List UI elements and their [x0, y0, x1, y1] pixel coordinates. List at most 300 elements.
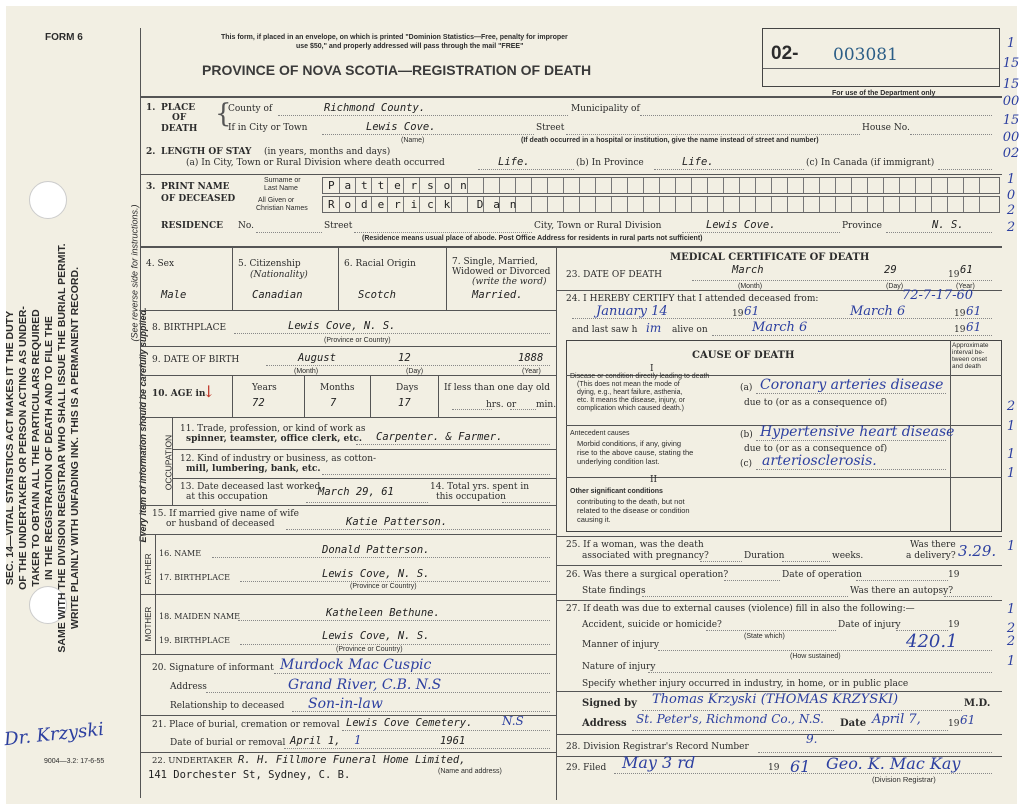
divider-5-6	[338, 247, 339, 310]
q26-label: 26. Was there a surgical operation?	[566, 570, 729, 580]
due-to-1: due to (or as a consequence of)	[744, 398, 888, 408]
residence-no-label: No.	[238, 221, 254, 231]
city-value: Lewis Cove.	[366, 121, 436, 133]
divider-age	[140, 417, 556, 418]
age-years-label: Years	[252, 383, 277, 393]
father-side-label: FATHER	[144, 553, 153, 585]
stay-a-value: Life.	[498, 156, 530, 168]
cause-c-value: arteriosclerosis.	[762, 453, 877, 469]
burial-date-line	[284, 748, 550, 749]
county-line	[278, 115, 568, 116]
interval-label-4: and death	[952, 363, 981, 370]
birthplace-note: (Province or Country)	[324, 337, 391, 344]
cert-address-line	[632, 730, 834, 731]
stay-c-line	[938, 169, 992, 170]
racial-value: Scotch	[358, 289, 396, 301]
surname-value: Patterson	[328, 179, 477, 192]
registration-number-box	[762, 28, 1000, 87]
nature-label: Nature of injury	[582, 662, 656, 672]
spouse-line	[286, 529, 550, 530]
divider-q12	[172, 478, 556, 479]
burial-place: Lewis Cove Cemetery.	[346, 717, 473, 729]
disease-label-1: Disease or condition directly leading to death	[570, 373, 710, 380]
q27-label: 27. If death was due to external causes (violence) fill in also the following:—	[566, 604, 915, 614]
attended-from: January 14	[596, 304, 668, 319]
divider-residence	[140, 246, 1002, 248]
residence-no-line	[256, 232, 322, 233]
side-line-3: TAKER TO OBTAIN ALL THE PARTICULARS REQUIRED	[30, 309, 42, 587]
margin-code: 1	[1006, 419, 1016, 434]
undertaker-label: 22. UNDERTAKER	[152, 756, 233, 766]
cause-part2-divider	[566, 477, 1002, 478]
delivery-label-1: Was there	[910, 540, 956, 550]
spouse-label-1: 15. If married give name of wife	[152, 509, 299, 519]
disease-label-4: etc. It means the disease, injury, or	[577, 397, 686, 404]
burial-place-hw: N.S	[502, 714, 524, 728]
age-div-1	[232, 375, 233, 417]
occupation-q13-line	[306, 502, 428, 503]
divider-q25	[556, 565, 1002, 566]
form-label: FORM 6	[45, 32, 83, 43]
occupation-q11a: 11. Trade, profession, or kind of work as	[180, 424, 366, 434]
informant-relationship-value: Son-in-law	[308, 696, 383, 712]
occupation-q12b: mill, lumbering, bank, etc.	[186, 464, 321, 474]
informant-relationship-label: Relationship to deceased	[170, 701, 285, 711]
father-bp-value: Lewis Cove, N. S.	[322, 568, 430, 580]
q24-label: 24. I HEREBY CERTIFY that I attended deceased from:	[566, 294, 819, 304]
margin-code: 2	[1006, 634, 1016, 649]
burial-label: 21. Place of burial, cremation or removal	[152, 720, 340, 730]
residence-street-label: Street	[324, 221, 353, 231]
form-title: PROVINCE OF NOVA SCOTIA—REGISTRATION OF DEATH	[202, 62, 592, 78]
other-label-2: contributing to the death, but not	[577, 497, 685, 506]
reg-box-divider	[763, 68, 999, 69]
disease-label-2: (This does not mean the mode of	[577, 381, 680, 388]
birthplace-value: Lewis Cove, N. S.	[288, 320, 396, 332]
death-month: March	[732, 264, 764, 276]
age-months: 7	[330, 397, 337, 409]
dob-year: 1888	[518, 352, 544, 364]
sex-value: Male	[161, 289, 187, 301]
cert-address-hw: St. Peter's, Richmond Co., N.S.	[636, 712, 824, 726]
racial-label: 6. Racial Origin	[344, 259, 416, 269]
mother-side-label: MOTHER	[144, 606, 153, 642]
q25-line-2	[782, 561, 830, 562]
date-op-line	[856, 580, 948, 581]
nature-line	[648, 672, 992, 673]
findings-line	[642, 596, 848, 597]
occupation-q12-line	[322, 474, 550, 475]
q25b-label: associated with pregnancy?	[582, 551, 709, 561]
manner-label: Manner of injury	[582, 640, 659, 650]
informant-address-label: Address	[170, 682, 207, 692]
stay-b-line	[654, 169, 804, 170]
alive-line	[712, 335, 992, 336]
name-label-1: PRINT NAME	[161, 182, 230, 192]
roman-1: I	[650, 364, 654, 374]
divider-occupation	[140, 505, 556, 506]
margin-code: 1	[1006, 36, 1016, 51]
citizenship-value: Canadian	[252, 289, 303, 301]
stay-a-line	[478, 169, 574, 170]
burial-date: April 1,	[290, 735, 341, 747]
center-divider	[556, 247, 557, 800]
dob-label: 9. DATE OF BIRTH	[152, 355, 240, 365]
cert-address-label: Address	[582, 718, 627, 729]
side-line-4: IN THE REGISTRATION OF DEATH AND TO FILE THE	[43, 316, 55, 580]
injury-date-label: Date of injury	[838, 620, 901, 630]
duration-label: Duration	[744, 551, 785, 561]
stay-b-value: Life.	[682, 156, 714, 168]
alive-year-prefix: 19	[954, 325, 966, 335]
spouse-value: Katie Patterson.	[346, 516, 448, 528]
age-div-3	[370, 375, 371, 417]
age-months-label: Months	[320, 383, 355, 393]
mother-bp-value: Lewis Cove, N. S.	[322, 630, 430, 642]
autopsy-line	[944, 596, 992, 597]
place-number: 1.	[146, 103, 156, 113]
stay-label: LENGTH OF STAY	[161, 147, 252, 157]
father-bp-label: 17. BIRTHPLACE	[159, 573, 230, 582]
stay-c-label: (c) In Canada (if immigrant)	[806, 158, 935, 168]
undertaker-address: 141 Dorchester St, Sydney, C. B.	[148, 769, 351, 781]
age-less-label: If less than one day old	[444, 383, 551, 393]
cause-b-line	[756, 440, 946, 441]
age-min-label: min.	[536, 400, 557, 410]
last-seen-label: and last saw h	[572, 325, 638, 335]
residence-city-value: Lewis Cove.	[706, 219, 776, 231]
q26-line	[724, 580, 780, 581]
dob-month-note: (Month)	[294, 368, 319, 375]
margin-code: 1	[1006, 602, 1016, 617]
mother-bp-label: 19. BIRTHPLACE	[159, 636, 230, 645]
q25-line-1	[700, 561, 742, 562]
margin-code: 2	[1006, 220, 1016, 235]
house-line	[910, 134, 992, 135]
marital-label-1: 7. Single, Married,	[452, 257, 538, 267]
side-line-1: SEC. 14—VITAL STATISTICS ACT MAKES IT THE DUTY	[4, 310, 16, 586]
interval-label-2: interval be-	[952, 349, 985, 356]
occupation-q13b: at this occupation	[186, 492, 268, 502]
delivery-hw: 3.29.	[958, 542, 997, 560]
to-year: 61	[966, 304, 982, 318]
street-label: Street	[536, 123, 565, 133]
burial-date-label: Date of burial or removal	[170, 738, 286, 748]
age-label: 10. AGE in	[152, 389, 206, 399]
occupation-side-label: OCCUPATION	[163, 434, 174, 491]
father-name-value: Donald Patterson.	[322, 544, 430, 556]
other-label-3: related to the disease or condition	[577, 506, 690, 515]
divider-burial	[140, 752, 556, 753]
margin-code: 1	[1006, 447, 1016, 462]
birthplace-label: 8. BIRTHPLACE	[152, 323, 227, 333]
q28-line	[758, 752, 992, 753]
name-number: 3.	[146, 182, 156, 192]
alive-label: alive on	[672, 325, 708, 335]
occupation-q11-line	[356, 444, 550, 445]
occupation-q13-value: March 29, 61	[318, 486, 394, 498]
q23-label: 23. DATE OF DEATH	[566, 270, 662, 280]
residence-province-value: N. S.	[932, 219, 964, 231]
cause-a-label: (a)	[740, 383, 753, 393]
undertaker-name: R. H. Fillmore Funeral Home Limited,	[238, 754, 466, 766]
md-label: M.D.	[964, 698, 991, 709]
dob-day-note: (Day)	[406, 368, 424, 375]
form-code: 9004—3.2: 17-6-55	[44, 758, 105, 765]
death-day: 29	[884, 264, 897, 276]
cert-year: 61	[960, 713, 976, 727]
age-hrs-label: hrs. or	[486, 400, 517, 410]
margin-code: 00	[1002, 130, 1020, 145]
other-label-1: Other significant conditions	[570, 488, 663, 495]
medical-heading: MEDICAL CERTIFICATE OF DEATH	[670, 252, 870, 263]
state-which-note: (State which)	[744, 633, 785, 640]
antecedent-label-1: Antecedent causes	[570, 430, 630, 437]
occupation-q11b: spinner, teamster, office clerk, etc.	[186, 434, 363, 444]
alive-year: 61	[966, 320, 982, 334]
cause-a-value: Coronary arteries disease	[760, 377, 944, 393]
marital-label-3: (write the word)	[472, 277, 547, 287]
margin-code: 15	[1002, 113, 1020, 128]
occupation-q11-value: Carpenter. & Farmer.	[376, 431, 503, 443]
left-signature: Dr. Krzyski	[3, 718, 105, 751]
house-label: House No.	[862, 123, 910, 133]
residence-city-label: City, Town or Rural Division	[534, 221, 662, 231]
divider-row-4	[140, 310, 556, 311]
due-to-2: due to (or as a consequence of)	[744, 444, 888, 454]
interval-label-1: Approximate	[952, 342, 989, 349]
divider-q11	[172, 449, 556, 450]
informant-line	[274, 673, 550, 674]
dob-day: 12	[398, 352, 411, 364]
burial-date-hw: 1	[354, 733, 362, 747]
side-line-2: OF THE UNDERTAKER OR PERSON ACTING AS UNDER-	[17, 306, 29, 590]
mother-note: (Province or Country)	[336, 646, 403, 653]
delivery-label-2: a delivery?	[906, 551, 956, 561]
side-instructions	[4, 198, 94, 698]
signed-line	[642, 710, 962, 711]
divider-spouse	[140, 534, 556, 535]
residence-label: RESIDENCE	[161, 221, 223, 231]
city-label: If in City or Town	[228, 123, 308, 133]
filed-hw: May 3 rd	[622, 753, 696, 772]
age-days-label: Days	[396, 383, 419, 393]
reg-number: 003081	[833, 45, 898, 65]
name-note: (Name)	[401, 137, 425, 144]
side-note-1: Every item of information should be carefully supplied.	[138, 307, 148, 543]
residence-province-label: Province	[842, 221, 882, 231]
margin-code: 0	[1006, 188, 1016, 203]
divider-row-9	[140, 375, 556, 376]
injury-hw: 420.1	[906, 631, 958, 652]
sex-label: 4. Sex	[146, 259, 175, 269]
frame-left	[140, 28, 141, 798]
specify-label: Specify whether injury occurred in industry, in home, or in public place	[582, 679, 909, 689]
father-name-label: 16. NAME	[159, 549, 202, 558]
side-note-2: (See reverse side for instructions.)	[129, 204, 140, 342]
surname-label-1: Surname or	[264, 177, 301, 184]
place-label-1: PLACE	[161, 103, 196, 113]
name-label-2: OF DECEASED	[161, 194, 236, 204]
header-note-2: use $50," and properly addressed will pass through the mail "FREE"	[296, 43, 524, 50]
date-op-year: 19	[948, 570, 960, 580]
cause-b-value: Hypertensive heart disease	[760, 424, 955, 440]
father-name-line	[212, 557, 550, 558]
margin-code: 15	[1002, 56, 1020, 71]
antecedent-label-4: underlying condition last.	[577, 457, 660, 466]
death-year-prefix: 19	[948, 270, 960, 280]
age-years: 72	[252, 397, 265, 409]
attended-to: March 6	[850, 304, 906, 319]
margin-code: 2	[1006, 621, 1016, 636]
q29-label: 29. Filed	[566, 763, 607, 773]
registrar-label: (Division Registrar)	[872, 775, 936, 784]
place-label-2: OF	[172, 113, 187, 123]
occupation-q14-line	[502, 502, 550, 503]
divider-6-7	[446, 247, 447, 310]
last-seen-hw: im	[646, 321, 662, 335]
death-year-note: (Year)	[956, 283, 975, 290]
q28-label: 28. Division Registrar's Record Number	[566, 742, 749, 752]
residence-province-line	[886, 232, 992, 233]
margin-code: 2	[1006, 203, 1016, 218]
disease-label-5: complication which caused death.)	[577, 405, 685, 412]
cause-c-label: (c)	[740, 459, 753, 469]
brace-glyph: {	[215, 99, 232, 129]
q28-hw: 9.	[806, 732, 818, 746]
age-div-4	[438, 375, 439, 417]
q25a-label: 25. If a woman, was the death	[566, 540, 704, 550]
margin-code: 00	[1002, 94, 1020, 109]
side-line-6: WRITE PLAINLY WITH UNFADING INK. THIS IS A PERMANENT RECORD.	[69, 266, 81, 630]
informant-label: 20. Signature of informant	[152, 663, 274, 673]
divider-4-5	[232, 247, 233, 310]
cert-date-label: Date	[840, 718, 867, 729]
burial-year: 1961	[440, 735, 466, 747]
death-month-note: (Month)	[738, 283, 763, 290]
stay-b-label: (b) In Province	[576, 158, 644, 168]
divider-q26	[556, 600, 1002, 601]
dob-month: August	[298, 352, 336, 364]
given-label-1: All Given or	[258, 197, 295, 204]
residence-note: (Residence means usual place of abode. Post Office Address for residents in rural parts not sufficient)	[362, 235, 703, 242]
q23-line	[692, 280, 992, 281]
stay-a-label: (a) In City, Town or Rural Division where death occurred	[186, 158, 445, 168]
occupation-q12a: 12. Kind of industry or business, as cotton-	[180, 454, 377, 464]
margin-code: 02	[1002, 146, 1020, 161]
occupation-q13a: 13. Date deceased last worked	[180, 482, 321, 492]
margin-code: 1	[1006, 466, 1016, 481]
from-year-prefix: 19	[732, 309, 744, 319]
municipality-label: Municipality of	[571, 104, 640, 114]
divider-informant	[140, 715, 556, 716]
cause-a-line	[756, 393, 946, 394]
filed-year-prefix: 19	[768, 763, 780, 773]
injury-year: 19	[948, 620, 960, 630]
county-label: County of	[228, 104, 273, 114]
divider-mother	[140, 654, 556, 655]
antecedent-label-3: rise to the above cause, stating the	[577, 448, 694, 457]
cert-year-prefix: 19	[948, 719, 960, 729]
place-label-3: DEATH	[161, 124, 198, 134]
dept-use-note: For use of the Department only	[832, 90, 936, 97]
death-year: 61	[960, 264, 973, 276]
accident-label: Accident, suicide or homicide?	[582, 620, 722, 630]
burial-line	[342, 730, 550, 731]
marital-value: Married.	[472, 289, 523, 301]
citizenship-label-1: 5. Citizenship	[238, 259, 301, 269]
margin-code: 1	[1006, 172, 1016, 187]
mother-name-label: 18. MAIDEN NAME	[159, 612, 240, 621]
divider-cause-box	[556, 536, 1002, 537]
divider-stay	[140, 174, 1002, 175]
hospital-note: (If death occurred in a hospital or institution, give the name instead of street and number)	[521, 137, 819, 144]
informant-address-value: Grand River, C.B. N.S	[288, 677, 442, 693]
county-value: Richmond County.	[324, 102, 426, 114]
signed-hw: Thomas Krzyski (THOMAS KRZYSKI)	[652, 692, 899, 707]
arrow-down-icon: ↓	[202, 382, 216, 401]
city-line	[322, 134, 534, 135]
spouse-label-2: or husband of deceased	[166, 519, 275, 529]
header-note-1: This form, if placed in an envelope, on which is printed "Dominion Statistics—Free, penalty for improper	[221, 34, 568, 41]
given-label-2: Christian Names	[256, 205, 308, 212]
margin-code: 1	[1006, 539, 1016, 554]
autopsy-label: Was there an autopsy?	[850, 586, 954, 596]
citizenship-label-2: (Nationality)	[250, 270, 308, 280]
occupation-q14a: 14. Total yrs. spent in	[430, 482, 529, 492]
age-days: 17	[398, 397, 411, 409]
stay-label-note: (in years, months and days)	[264, 147, 391, 157]
margin-code: 2	[1006, 399, 1016, 414]
interval-label-3: tween onset	[952, 356, 988, 363]
reg-prefix: 02-	[771, 43, 799, 64]
dob-year-note: (Year)	[522, 368, 541, 375]
birthplace-line	[234, 333, 550, 334]
roman-2: II	[650, 475, 658, 485]
surname-label-2: Last Name	[264, 185, 298, 192]
death-registration-form	[3, 6, 1020, 804]
occupation-q14b: this occupation	[436, 492, 506, 502]
side-line-5: SAME WITH THE DIVISION REGISTRAR WHO SHALL ISSUE THE BURIAL PERMIT.	[56, 243, 68, 653]
date-op-label: Date of operation	[782, 570, 862, 580]
divider-signed	[556, 734, 1002, 735]
cause-b-label: (b)	[740, 430, 753, 440]
state-findings-label: State findings	[582, 586, 646, 596]
q24-ref: 72-7-17-60	[902, 288, 974, 303]
alive-date: March 6	[752, 320, 808, 335]
registrar-hw: Geo. K. Mac Kay	[826, 754, 961, 773]
residence-city-line	[682, 232, 840, 233]
min-line	[510, 409, 536, 410]
cert-date-line	[868, 730, 948, 731]
filed-year: 61	[790, 757, 811, 776]
other-label-4: causing it.	[577, 515, 611, 524]
margin-code: 1	[1006, 654, 1016, 669]
undertaker-note: (Name and address)	[438, 768, 502, 775]
to-year-prefix: 19	[954, 309, 966, 319]
antecedent-label-2: Morbid conditions, if any, giving	[577, 439, 682, 448]
divider-row-8	[140, 346, 556, 347]
mother-name-value: Katheleen Bethune.	[326, 607, 440, 619]
mother-name-line	[238, 620, 550, 621]
disease-label-3: dying, e.g., heart failure, asthenia,	[577, 389, 683, 396]
given-value: Roderick Dan	[328, 198, 527, 211]
municipality-line	[640, 115, 992, 116]
marital-label-2: Widowed or Divorced	[452, 267, 551, 277]
from-year: 61	[744, 304, 760, 318]
cause-heading: CAUSE OF DEATH	[692, 350, 795, 361]
margin-code: 15	[1002, 77, 1020, 92]
